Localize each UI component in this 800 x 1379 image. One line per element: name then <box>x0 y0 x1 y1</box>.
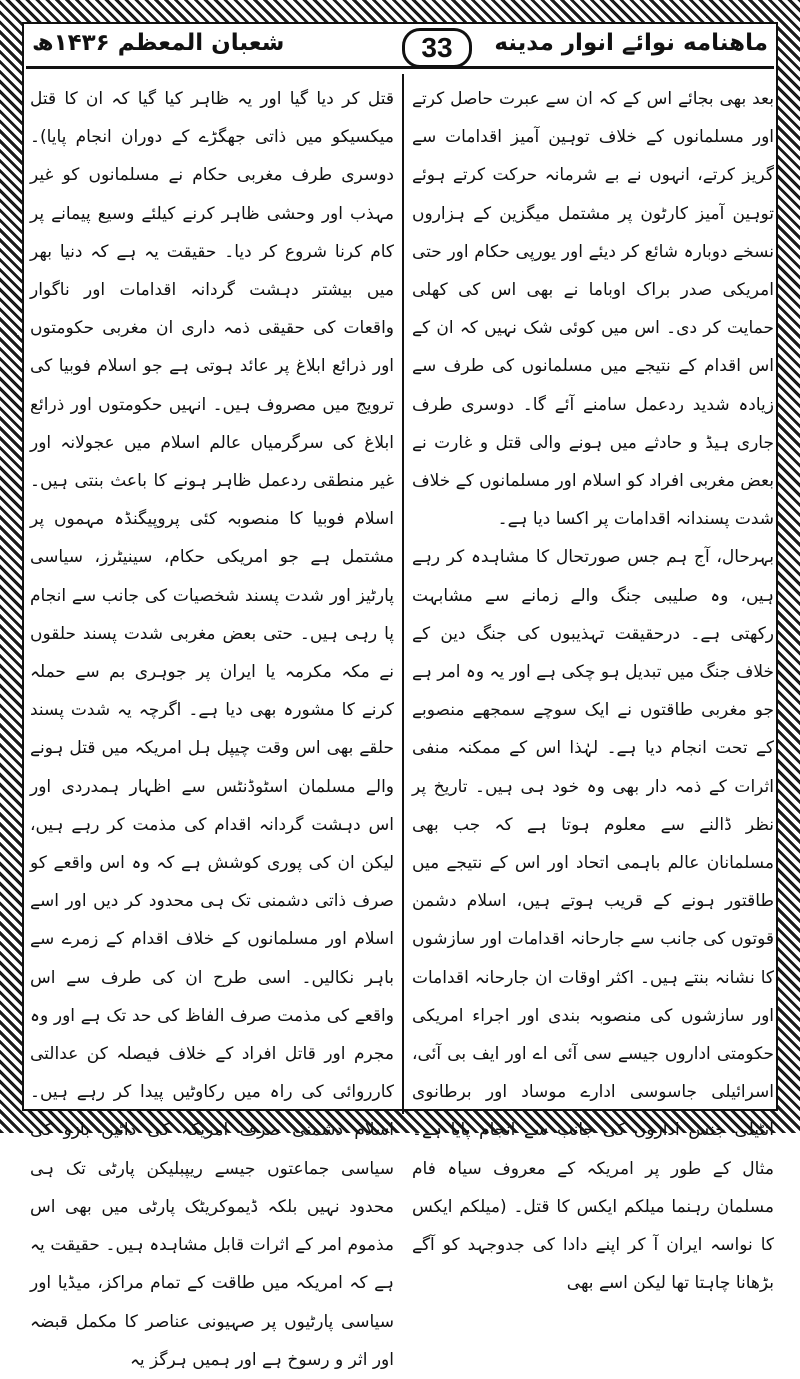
right-column <box>411 80 774 1294</box>
issue-date: شعبان المعظم ۱۴۳۶ھ <box>32 30 285 56</box>
left-column <box>30 80 394 1370</box>
magazine-title: ماهنامه نوائے انوار مدینه <box>494 30 768 56</box>
paragraph: قتل کر دیا گیا اور یہ ظاہر کیا گیا کہ ان کا قتل میکسیکو میں ذاتی جھگڑے کے دوران انجام پایا)۔ دوسری طرف مغربی حکام نے مسلمانوں کو غیر مہذب اور وحشی ظاہر کرنے کیلئے وسیع پیمانے پر کام کرنا شروع کر دیا۔ حقیقت یہ ہے کہ دنیا بھر میں بیشتر دہشت گردانہ اقدامات اور ناگوار واقعات کی حقیقی ذمہ داری ان مغربی حکومتوں اور ذرائع ابلاغ پر عائد ہوتی ہے جو اسلام فوبیا کی ترویج میں مصروف ہیں۔ انہیں حکومتوں اور ذرائع ابلاغ کی سرگرمیاں عالم اسلام میں عجولانہ اور غیر منطقی ردعمل ظاہر ہونے کا باعث بنتی ہیں۔ اسلام فوبیا کا منصوبہ کئی پروپیگنڈہ مہموں پر مشتمل ہے جو امریکی حکام، سینیٹرز، سیاسی پارٹیز اور شدت پسند شخصیات کی جانب سے انجام پا رہی ہیں۔ حتی بعض مغربی شدت پسند حلقوں نے مکہ مکرمہ یا ایران پر جوہری بم سے حملہ کرنے کا مشورہ بھی دیا ہے۔ اگرچہ یہ شدت پسند حلقے بھی اس وقت چیپل ہل امریکہ میں قتل ہونے والے مسلمان اسٹوڈنٹس سے اظہار ہمدردی اور اس دہشت گردانہ اقدام کی مذمت کر رہے ہیں، لیکن ان کی پوری کوشش ہے کہ وہ اس واقعے کو صرف ذاتی دشمنی تک ہی محدود کر دیں اور اسے اسلام اور مسلمانوں کے خلاف اقدام کے زمرے سے باہر نکالیں۔ اسی طرح ان کی طرف سے اس واقعے کی مذمت صرف الفاظ کی حد تک ہے اور وہ مجرم اور قاتل افراد کے خلاف فیصلہ کن عدالتی کارروائی کی راہ میں رکاوٹیں پیدا کر رہے ہیں۔ اسلام دشمنی صرف امریکہ کی دائیں بازو کی سیاسی جماعتوں جیسے ریپبلیکن پارٹی تک ہی محدود نہیں بلکہ ڈیموکریٹک پارٹی میں بھی اس مذموم امر کے اثرات قابل مشاہدہ ہیں۔ حقیقت یہ ہے کہ امریکہ میں طاقت کے تمام مراکز، میڈیا اور سیاسی پارٹیوں پر صہیونی عناصر کا مکمل قبضہ اور اثر و رسوخ ہے اور ہمیں ہرگز یہ <box>30 89 394 1370</box>
page-header <box>26 26 774 69</box>
paragraph: بہرحال، آج ہم جس صورتحال کا مشاہدہ کر رہے ہیں، وہ صلیبی جنگ والے زمانے سے مشابہت رکھتی ہے۔ درحقیقت تہذیبوں کی جنگ دین کے خلاف جنگ میں تبدیل ہو چکی ہے اور یہ وہ امر ہے جو مغربی طاقتوں نے ایک سوچے سمجھے منصوبے کے تحت انجام دیا ہے۔ لہٰذا اس کے ممکنہ منفی اثرات کے ذمہ دار بھی وہ خود ہی ہیں۔ تاریخ پر نظر ڈالنے سے معلوم ہوتا ہے کہ جب بھی مسلمانان عالم باہمی اتحاد اور اس کے نتیجے میں طاقتور ہونے کے قریب ہوتے ہیں، اسلام دشمن قوتوں کی جانب سے جارحانہ اقدامات اور سازشوں کا نشانہ بنتے ہیں۔ اکثر اوقات ان جارحانہ اقدامات اور سازشوں کی منصوبہ بندی اور اجراء امریکی حکومتی اداروں جیسے سی آئی اے اور ایف بی آئی، اسرائیلی جاسوسی ادارے موساد اور برطانوی انٹیلی جنس اداروں کی جانب سے انجام پایا ہے۔ مثال کے طور پر امریکہ کے معروف سیاہ فام مسلمان رہنما میلکم ایکس کا قتل۔ (میلکم ایکس کا نواسہ ایران آ کر اپنے دادا کی جدوجہد کو آگے بڑھانا چاہتا تھا لیکن اسے بھی <box>411 547 774 1294</box>
page-number: 33 <box>402 28 472 68</box>
column-divider <box>402 74 404 1114</box>
paragraph: بعد بھی بجائے اس کے کہ ان سے عبرت حاصل کرتے اور مسلمانوں کے خلاف توہین آمیز اقدامات سے گریز کرتے، انہوں نے بے شرمانہ حرکت کرتے ہوئے توہین آمیز کارٹون پر مشتمل میگزین کے ہزاروں نسخے دوبارہ شائع کر دیئے اور یورپی حکام اور حتی امریکی صدر براک اوباما نے بھی اس کی کھلی حمایت کر دی۔ اس میں کوئی شک نہیں کہ ان کے اس اقدام کے نتیجے میں مسلمانوں کی طرف سے زیادہ شدید ردعمل سامنے آئے گا۔ دوسری طرف جاری ہیڈ و حادثے میں ہونے والی قتل و غارت نے بعض مغربی افراد کو اسلام اور مسلمانوں کے خلاف شدت پسندانہ اقدامات پر اکسا دیا ہے۔ <box>412 89 774 530</box>
